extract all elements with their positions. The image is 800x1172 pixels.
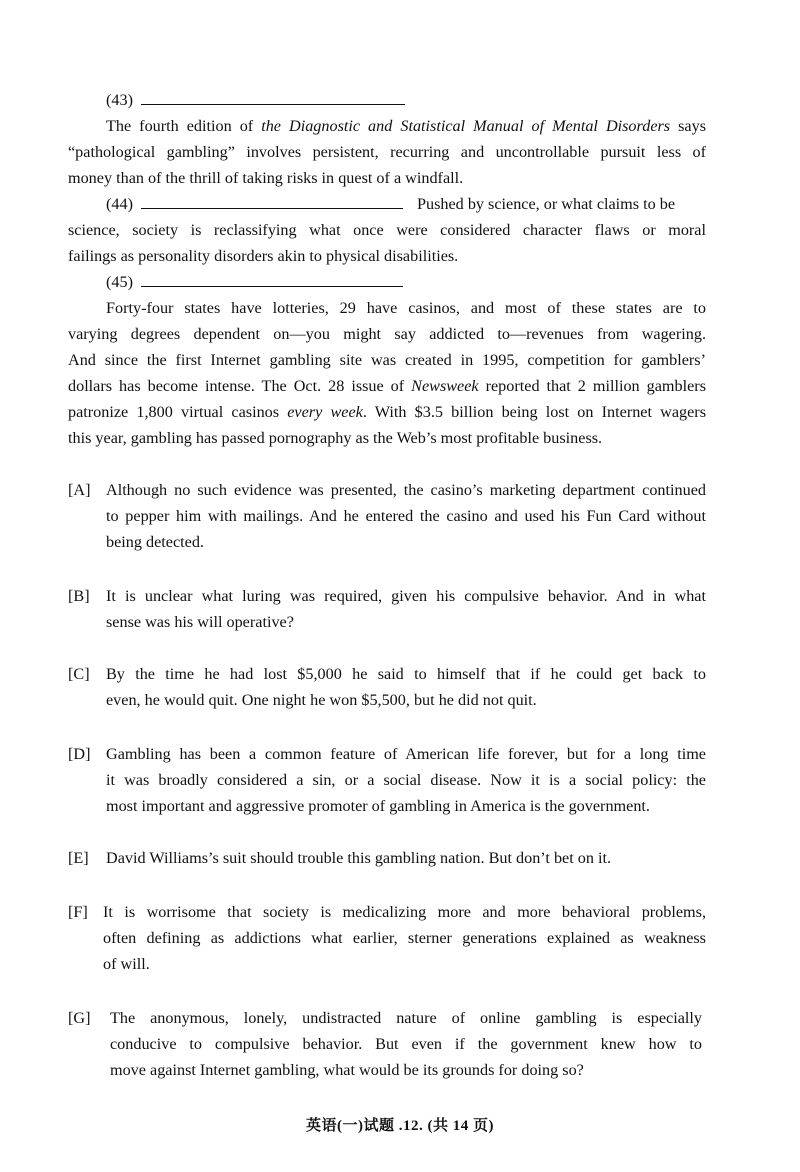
para2-line3: failings as personality disorders akin to physical disabilities. — [68, 247, 459, 265]
option-letter: [E] — [68, 849, 89, 867]
option-line: even, he would quit. One night he won $5,500, but he did not quit. — [106, 691, 537, 709]
para2-line2: science, society is reclassifying what once were considered character flaws or moral — [68, 221, 706, 239]
para3-line4 — [68, 376, 706, 396]
option-line: Gambling has been a common feature of American life forever, but for a long time — [106, 745, 706, 763]
para3-line5-c: . With $3.5 billion being lost on Internet wagers — [362, 403, 706, 421]
blank-43-label: (43) — [106, 91, 133, 109]
option-line: move against Internet gambling, what would be its grounds for doing so? — [110, 1061, 584, 1079]
para3-line4-c: reported that 2 million gamblers — [478, 377, 706, 395]
option-letter: [C] — [68, 665, 90, 683]
blank-43 — [106, 90, 405, 110]
option-letter: [D] — [68, 745, 91, 763]
option-line: It is worrisome that society is medicalizing more and more behavioral problems, — [103, 903, 706, 921]
option-line: The anonymous, lonely, undistracted nature of online gambling is especially — [110, 1009, 702, 1027]
para2-line1: Pushed by science, or what claims to be — [417, 195, 676, 213]
option-line: often defining as addictions what earlier, sterner generations explained as weakness — [103, 929, 706, 947]
option-letter: [F] — [68, 903, 88, 921]
para1-text-a: The fourth edition of — [106, 117, 262, 135]
para1-line1 — [106, 116, 706, 136]
para3-line6: this year, gambling has passed pornography as the Web’s most profitable business. — [68, 429, 603, 447]
para3-line3: And since the first Internet gambling site was created in 1995, competition for gamblers’ — [68, 351, 706, 369]
blank-45 — [106, 272, 403, 292]
page-footer: 英语(一)试题 .12. (共 14 页) — [306, 1118, 494, 1134]
blank-44-answer-line[interactable] — [141, 194, 403, 209]
option-line: By the time he had lost $5,000 he said to himself that if he could get back to — [106, 665, 706, 683]
option-letter: [A] — [68, 481, 91, 499]
para1-text-c: says — [670, 117, 706, 135]
option-letter: [B] — [68, 587, 90, 605]
blank-45-answer-line[interactable] — [141, 272, 403, 287]
blank-45-label: (45) — [106, 273, 133, 291]
para1-line3: money than of the thrill of taking risks in quest of a windfall. — [68, 169, 464, 187]
option-line: David Williams’s suit should trouble this gambling nation. But don’t bet on it. — [106, 849, 612, 867]
para3-line1: Forty-four states have lotteries, 29 have casinos, and most of these states are to — [106, 299, 706, 317]
option-line: sense was his will operative? — [106, 613, 294, 631]
option-line: of will. — [103, 955, 150, 973]
blank-44-label: (44) — [106, 195, 133, 213]
para3-line2: varying degrees dependent on—you might say addicted to—revenues from wagering. — [68, 325, 706, 343]
manual-title: the Diagnostic and Statistical Manual of Mental Disorders — [261, 117, 671, 135]
para3-line5-a: patronize 1,800 virtual casinos — [68, 403, 288, 421]
option-line: It is unclear what luring was required, given his compulsive behavior. And in what — [106, 587, 706, 605]
blank-43-answer-line[interactable] — [141, 90, 405, 105]
option-line: conducive to compulsive behavior. But even if the government knew how to — [110, 1035, 702, 1053]
option-line: Although no such evidence was presented, the casino’s marketing department continued — [106, 481, 706, 499]
option-letter: [G] — [68, 1009, 91, 1027]
option-line: to pepper him with mailings. And he entered the casino and used his Fun Card without — [106, 507, 706, 525]
option-line: it was broadly considered a sin, or a social disease. Now it is a social policy: the — [106, 771, 706, 789]
para3-line4-a: dollars has become intense. The Oct. 28 issue of — [68, 377, 412, 395]
para1-line2: “pathological gambling” involves persistent, recurring and uncontrollable pursuit less of — [68, 143, 706, 161]
option-line: being detected. — [106, 533, 204, 551]
blank-44 — [106, 194, 403, 214]
option-line: most important and aggressive promoter of gambling in America is the government. — [106, 797, 650, 815]
newsweek-title: Newsweek — [411, 377, 479, 395]
every-week-emphasis: every week — [287, 403, 363, 421]
para3-line5 — [68, 402, 706, 422]
